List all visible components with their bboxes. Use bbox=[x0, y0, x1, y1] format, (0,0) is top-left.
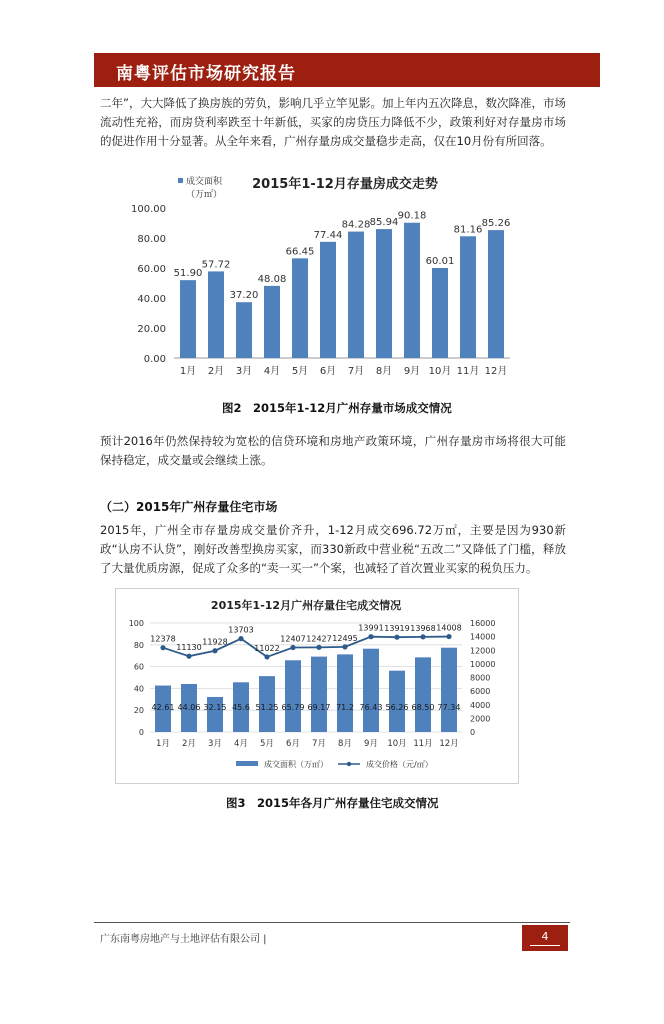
x-tick-label: 5月 bbox=[291, 366, 309, 377]
price-point bbox=[160, 645, 165, 650]
price-value-label: 13968 bbox=[410, 623, 436, 633]
bar-value-label: 71.2 bbox=[336, 703, 354, 712]
bar-value-label: 84.28 bbox=[341, 219, 371, 231]
x-tick-label: 11月 bbox=[413, 739, 433, 749]
legend-unit: （万㎡） bbox=[186, 190, 223, 200]
bar bbox=[292, 258, 308, 358]
bar-value-label: 48.08 bbox=[257, 273, 287, 285]
chart-residential-combo bbox=[115, 588, 519, 784]
y-left-tick-label: 40 bbox=[133, 684, 144, 694]
x-tick-label: 8月 bbox=[338, 739, 352, 749]
bar-value-label: 81.16 bbox=[453, 224, 483, 236]
y-right-tick-label: 0 bbox=[470, 728, 476, 737]
bar-value-label: 56.26 bbox=[385, 703, 409, 712]
price-value-label: 12407 bbox=[280, 634, 306, 644]
y-right-tick-label: 2000 bbox=[470, 714, 491, 724]
bar-value-label: 77.44 bbox=[313, 229, 343, 241]
bar-value-label: 69.17 bbox=[307, 703, 331, 712]
x-tick-label: 4月 bbox=[234, 739, 248, 749]
bar-value-label: 85.94 bbox=[369, 217, 399, 229]
bar bbox=[363, 649, 379, 732]
x-tick-label: 1月 bbox=[156, 739, 170, 749]
bar-value-label: 65.79 bbox=[281, 703, 305, 712]
y-right-tick-label: 14000 bbox=[470, 632, 496, 642]
bar bbox=[389, 671, 405, 732]
chart-title: 2015年1-12月广州存量住宅成交情况 bbox=[210, 599, 402, 612]
x-tick-label: 10月 bbox=[428, 366, 452, 377]
bar bbox=[376, 229, 392, 358]
bar-value-label: 45.6 bbox=[232, 703, 250, 712]
price-value-label: 14008 bbox=[436, 623, 462, 633]
price-value-label: 11022 bbox=[254, 643, 280, 653]
x-tick-label: 9月 bbox=[403, 366, 421, 377]
bar-value-label: 51.90 bbox=[173, 268, 203, 280]
bar-value-label: 66.45 bbox=[285, 246, 315, 258]
price-point bbox=[368, 634, 373, 639]
price-point bbox=[212, 648, 217, 653]
y-left-tick-label: 20 bbox=[133, 706, 144, 716]
page-number: 4 bbox=[522, 925, 568, 951]
legend-label-price: 成交价格（元/㎡） bbox=[366, 760, 433, 769]
y-left-tick-label: 60 bbox=[133, 662, 144, 672]
report-header-bar bbox=[94, 53, 600, 87]
bar-value-label: 85.26 bbox=[481, 218, 511, 230]
bar bbox=[460, 236, 476, 358]
legend-swatch bbox=[178, 178, 183, 183]
x-tick-label: 2月 bbox=[207, 366, 225, 377]
x-tick-label: 10月 bbox=[387, 739, 407, 749]
price-value-label: 11130 bbox=[176, 643, 202, 653]
y-right-tick-label: 16000 bbox=[470, 619, 496, 628]
footer-company: 广东南粤房地产与土地评估有限公司 | bbox=[100, 934, 267, 945]
paragraph-residential-market: 2015年，广州全市存量房成交量价齐升，1-12月成交696.72万㎡，主要是因为930新政“认房不认贷”，刚好改善型换房买家，而330新政中营业税“五改二”又降低了门槛，释放了大量优质房源，促成了众多的“卖一买一”个案，也减轻了首次置业买家的税负压力。 bbox=[100, 523, 566, 575]
y-tick-label: 0.00 bbox=[143, 354, 166, 365]
price-point bbox=[420, 634, 425, 639]
bar-value-label: 37.20 bbox=[229, 290, 259, 302]
bar bbox=[264, 286, 280, 358]
bar-value-label: 77.34 bbox=[437, 703, 461, 712]
x-tick-label: 6月 bbox=[286, 739, 300, 749]
bar-value-label: 76.43 bbox=[359, 703, 383, 712]
figure-2-caption: 图2 2015年1-12月广州存量市场成交情况 bbox=[222, 401, 452, 415]
bar bbox=[285, 660, 301, 732]
legend-label: 成交面积 bbox=[186, 177, 223, 187]
x-tick-label: 2月 bbox=[182, 739, 196, 749]
y-right-tick-label: 6000 bbox=[470, 687, 491, 697]
price-value-label: 12427 bbox=[306, 634, 332, 644]
bar bbox=[236, 302, 252, 358]
price-value-label: 12378 bbox=[150, 634, 176, 644]
bar-value-label: 32.15 bbox=[203, 703, 227, 712]
legend-label-area: 成交面积（万㎡） bbox=[264, 760, 328, 769]
x-tick-label: 8月 bbox=[375, 366, 393, 377]
bar bbox=[208, 271, 224, 358]
x-tick-label: 7月 bbox=[312, 739, 326, 749]
price-point bbox=[394, 635, 399, 640]
y-right-tick-label: 4000 bbox=[470, 700, 491, 710]
x-tick-label: 3月 bbox=[235, 366, 253, 377]
bar-value-label: 57.72 bbox=[201, 259, 231, 271]
y-left-tick-label: 80 bbox=[133, 640, 144, 650]
report-title: 南粤评估市场研究报告 bbox=[116, 64, 296, 84]
price-value-label: 13991 bbox=[358, 623, 384, 633]
bar bbox=[337, 654, 353, 732]
price-value-label: 12495 bbox=[332, 633, 358, 643]
bar-value-label: 90.18 bbox=[397, 210, 427, 222]
bar bbox=[488, 230, 504, 358]
bar-value-label: 42.61 bbox=[151, 703, 175, 712]
y-tick-label: 80.00 bbox=[137, 234, 166, 245]
x-tick-label: 12月 bbox=[439, 739, 459, 749]
y-left-tick-label: 100 bbox=[128, 619, 144, 628]
bar bbox=[441, 648, 457, 732]
price-point bbox=[238, 636, 243, 641]
y-tick-label: 100.00 bbox=[131, 204, 166, 215]
bar-value-label: 51.25 bbox=[255, 703, 279, 712]
bar bbox=[415, 657, 431, 732]
chart-monthly-volume bbox=[130, 168, 520, 386]
paragraph-2016-forecast: 预计2016年仍然保持较为宽松的信贷环境和房地产政策环境，广州存量房市场将很大可能保持稳定，成交量或会继续上涨。 bbox=[100, 434, 566, 467]
bar bbox=[180, 280, 196, 358]
y-left-tick-label: 0 bbox=[138, 728, 144, 737]
bar-value-label: 44.06 bbox=[177, 703, 201, 712]
legend-swatch-price-dot bbox=[347, 762, 351, 766]
x-tick-label: 6月 bbox=[319, 366, 337, 377]
x-tick-label: 1月 bbox=[179, 366, 197, 377]
price-point bbox=[316, 645, 321, 650]
x-tick-label: 5月 bbox=[260, 739, 274, 749]
x-tick-label: 11月 bbox=[456, 366, 480, 377]
chart-title: 2015年1-12月存量房成交走势 bbox=[252, 177, 438, 192]
y-right-tick-label: 8000 bbox=[470, 673, 491, 683]
figure-3-caption: 图3 2015年各月广州存量住宅成交情况 bbox=[226, 796, 439, 810]
bar bbox=[348, 232, 364, 358]
price-value-label: 11928 bbox=[202, 637, 228, 647]
bar bbox=[320, 242, 336, 358]
price-point bbox=[446, 634, 451, 639]
bar bbox=[404, 223, 420, 358]
bar-value-label: 60.01 bbox=[425, 255, 455, 267]
bar-value-label: 68.50 bbox=[411, 703, 435, 712]
page-number-underline bbox=[530, 945, 560, 946]
section-heading: （二）2015年广州存量住宅市场 bbox=[100, 500, 278, 514]
legend-swatch-area bbox=[236, 761, 258, 766]
y-tick-label: 60.00 bbox=[137, 264, 166, 275]
footer-divider bbox=[94, 922, 570, 923]
price-point bbox=[290, 645, 295, 650]
y-right-tick-label: 12000 bbox=[470, 646, 496, 656]
price-point bbox=[264, 654, 269, 659]
y-tick-label: 40.00 bbox=[137, 294, 166, 305]
price-point bbox=[342, 644, 347, 649]
x-tick-label: 3月 bbox=[208, 739, 222, 749]
bar bbox=[432, 268, 448, 358]
price-value-label: 13919 bbox=[384, 624, 410, 634]
y-right-tick-label: 10000 bbox=[470, 659, 496, 669]
paragraph-policy-impact: 二年”，大大降低了换房族的劳负，影响几乎立竿见影。加上年内五次降息，数次降准，市场流动性充裕，而房贷利率跌至十年新低，买家的房贷压力降低不少，政策利好对存量房市场的促进作用十分显著。从全年来看，广州存量房成交量稳步走高，仅在10月份有所回落。 bbox=[100, 96, 566, 148]
x-tick-label: 4月 bbox=[263, 366, 281, 377]
x-tick-label: 9月 bbox=[364, 739, 378, 749]
bar bbox=[311, 657, 327, 732]
y-tick-label: 20.00 bbox=[137, 324, 166, 335]
price-point bbox=[186, 654, 191, 659]
x-tick-label: 7月 bbox=[347, 366, 365, 377]
x-tick-label: 12月 bbox=[484, 366, 508, 377]
price-value-label: 13703 bbox=[228, 625, 254, 635]
